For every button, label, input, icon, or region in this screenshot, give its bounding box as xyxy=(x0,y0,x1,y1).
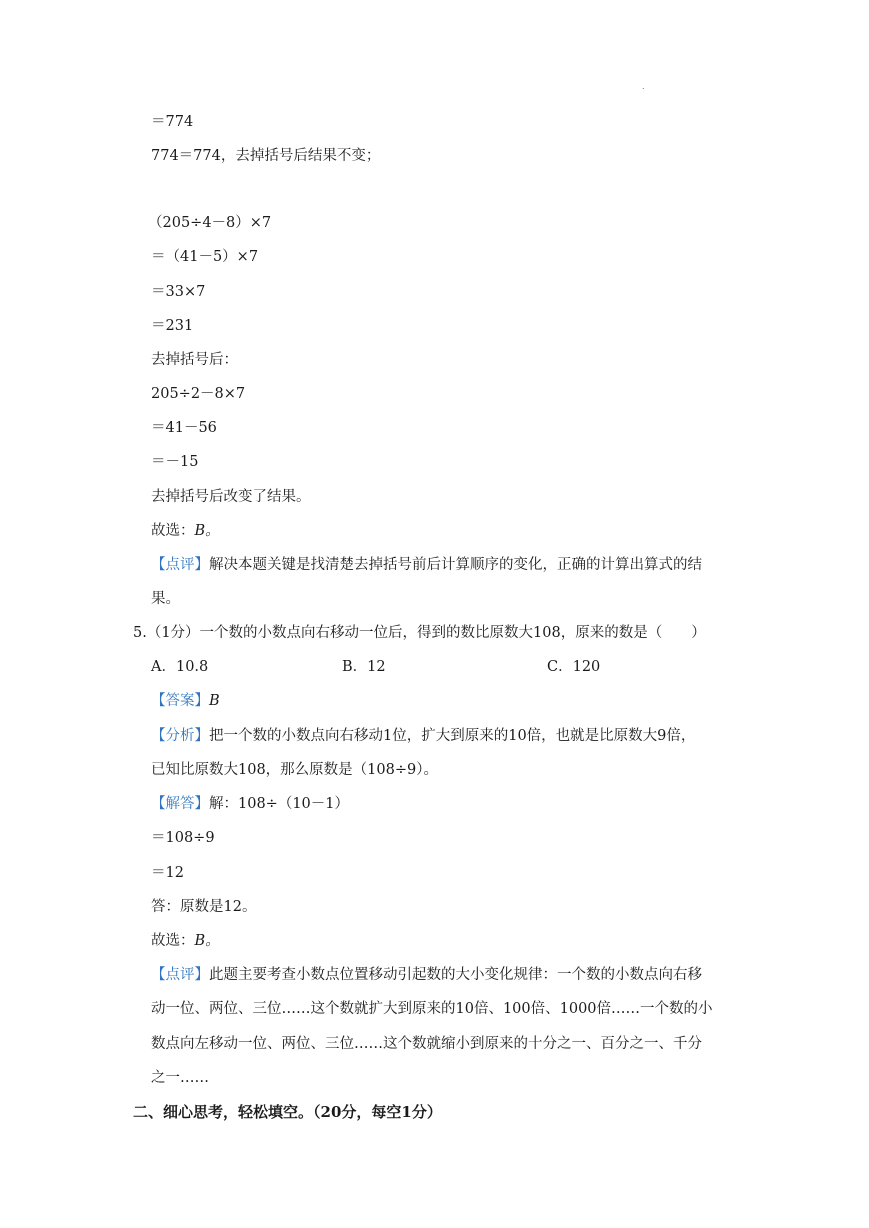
q5-comment xyxy=(151,965,702,985)
choose-prefix: 故选： xyxy=(151,933,195,949)
calc-line: ＝－15 xyxy=(151,454,199,470)
comment-text: 解决本题关键是找清楚去掉括号前后计算顺序的变化，正确的计算出算式的结 xyxy=(209,557,702,573)
solution-step: 答：原数是12。 xyxy=(151,899,257,915)
q5-stem: 5.（1分）一个数的小数点向右移动一位后，得到的数比原数大108，原来的数是（ ） xyxy=(133,625,706,641)
solution-step: ＝12 xyxy=(151,865,184,881)
calc-line: ＝33×7 xyxy=(151,284,206,300)
option-b: B．12 xyxy=(342,659,386,675)
calc-line: 205÷2－8×7 xyxy=(151,386,246,402)
solution-text: 解：108÷（10－1） xyxy=(209,796,350,812)
section-title: 二、细心思考，轻松填空。（20分，每空1分） xyxy=(133,1103,442,1121)
calc-line: （205÷4－8）×7 xyxy=(148,215,272,231)
solution-step: ＝108÷9 xyxy=(151,830,215,846)
choose-prefix: 故选： xyxy=(151,523,195,539)
solution-tag: 【解答】 xyxy=(151,796,209,812)
choose-answer: B。 xyxy=(194,523,220,539)
q5-analysis xyxy=(151,726,695,746)
calc-line: 去掉括号后： xyxy=(151,352,238,368)
choose-answer: B。 xyxy=(194,933,220,949)
option-c: C．120 xyxy=(547,659,601,675)
calc-line: ＝（41－5）×7 xyxy=(151,249,259,265)
comment-tag: 【点评】 xyxy=(151,557,209,573)
answer-tag: 【答案】 xyxy=(151,693,209,709)
calc-line: 去掉括号后改变了结果。 xyxy=(151,489,311,505)
analysis-tag: 【分析】 xyxy=(151,728,209,744)
top-mark: . xyxy=(642,82,645,91)
q5-comment-cont: 之一…… xyxy=(151,1070,209,1086)
q5-comment-cont: 数点向左移动一位、两位、三位……这个数就缩小到原来的十分之一、百分之一、千分 xyxy=(151,1036,702,1052)
calc-line: ＝774 xyxy=(151,114,194,130)
calc-line: ＝41－56 xyxy=(151,420,217,436)
option-a: A．10.8 xyxy=(151,659,209,675)
q4-choose xyxy=(151,521,220,541)
q5-answer xyxy=(151,691,220,711)
q4-comment-cont: 果。 xyxy=(151,591,180,607)
comment-text: 此题主要考查小数点位置移动引起数的大小变化规律：一个数的小数点向右移 xyxy=(209,967,702,983)
answer-value: B xyxy=(209,693,220,709)
q5-solution xyxy=(151,794,349,814)
calc-line: ＝231 xyxy=(151,318,194,334)
q5-analysis-cont: 已知比原数大108，那么原数是（108÷9）。 xyxy=(151,762,438,778)
q4-comment xyxy=(151,555,702,575)
q5-comment-cont: 动一位、两位、三位……这个数就扩大到原来的10倍、100倍、1000倍……一个数的小 xyxy=(151,1001,713,1017)
q5-choose xyxy=(151,931,220,951)
comment-tag: 【点评】 xyxy=(151,967,209,983)
calc-line: 774＝774，去掉括号后结果不变； xyxy=(151,148,381,164)
analysis-text: 把一个数的小数点向右移动1位，扩大到原来的10倍，也就是比原数大9倍， xyxy=(209,728,696,744)
